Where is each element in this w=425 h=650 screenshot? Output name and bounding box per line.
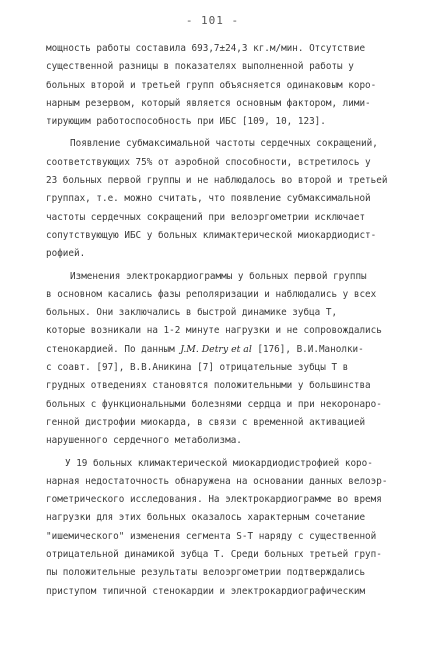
text-line: которые возникали на 1-2 минуте нагрузки и не сопровождались	[46, 325, 382, 337]
text-line: нарушенного сердечного метаболизма.	[46, 435, 242, 447]
text-line: нагрузки для этих больных оказалось характерным сочетание	[46, 512, 366, 524]
text-line: существенной разницы в показателях выполненной работы у	[46, 61, 354, 73]
text-line: У 19 больных климактерической миокардиодистрофией коро-	[65, 457, 373, 469]
text-line-with-handwriting	[46, 341, 391, 359]
text-line: Появление субмаксимальной частоты сердечных сокращений,	[70, 138, 378, 150]
paragraph-1	[46, 40, 391, 131]
text-line: нарная недостаточность обнаружена на основании данных велоэр-	[46, 475, 388, 487]
text-line: рофией.	[46, 248, 86, 260]
text-line: в основном касались фазы реполяризации и наблюдались у всех	[46, 288, 377, 300]
text-line: больных с функциональными болезнями сердца и при некоронаро-	[46, 398, 382, 410]
text-line: нарным резервом, который является основным фактором, лими-	[46, 97, 371, 109]
page-number: - 101 -	[185, 14, 240, 27]
text-line: приступом типичной стенокардии и электрокардиографическим	[46, 585, 366, 597]
text-line: с соавт. [97], В.В.Аникина [7] отрицательные зубцы Т в	[46, 362, 349, 374]
text-line: частоты сердечных сокращений при велоэргометрии исключает	[46, 211, 366, 223]
handwritten-citation: J.M. Detry et al	[180, 343, 252, 355]
text-line: больных второй и третьей групп объясняется одинаковым коро-	[46, 79, 377, 91]
text-line: 23 больных первой группы и не наблюдалось во второй и третьей	[46, 175, 388, 187]
text-line: гометрического исследования. На электрокардиограмме во время	[46, 494, 382, 506]
body-text	[46, 40, 391, 601]
text-line: отрицательной динамикой зубца Т. Среди больных третьей груп-	[46, 549, 382, 561]
line-head: стенокардией. По данным	[46, 343, 181, 355]
paragraph-4	[46, 455, 391, 601]
paragraph-2	[46, 135, 391, 263]
text-line: больных. Они заключались в быстрой динамике зубца Т,	[46, 307, 338, 319]
text-line: "ишемического" изменения сегмента S-T наряду с существенной	[46, 530, 377, 542]
text-line: соответствующих 75% от аэробной способности, встретилось у	[46, 156, 371, 168]
text-line: Изменения электрокардиограммы у больных первой группы	[70, 270, 367, 282]
text-line: группах, т.е. можно считать, что появление субмаксимальной	[46, 193, 371, 205]
text-line: грудных отведениях становятся положительными у большинства	[46, 380, 371, 392]
text-line: мощность работы составила 693,7±24,3 кг.м/мин. Отсутствие	[46, 43, 366, 54]
text-line: генной дистрофии миокарда, в связи с временной активацией	[46, 416, 366, 428]
text-line: сопутствующую ИБС у больных климактерической миокардиодист-	[46, 229, 377, 241]
paragraph-3	[46, 268, 391, 451]
line-tail: [176], В.И.Манолки-	[251, 343, 364, 355]
text-line: пы положительные результаты велоэргометрии подтверждались	[46, 567, 366, 579]
text-line: тирующим работоспособность при ИБС [109, 10, 123].	[46, 116, 326, 128]
